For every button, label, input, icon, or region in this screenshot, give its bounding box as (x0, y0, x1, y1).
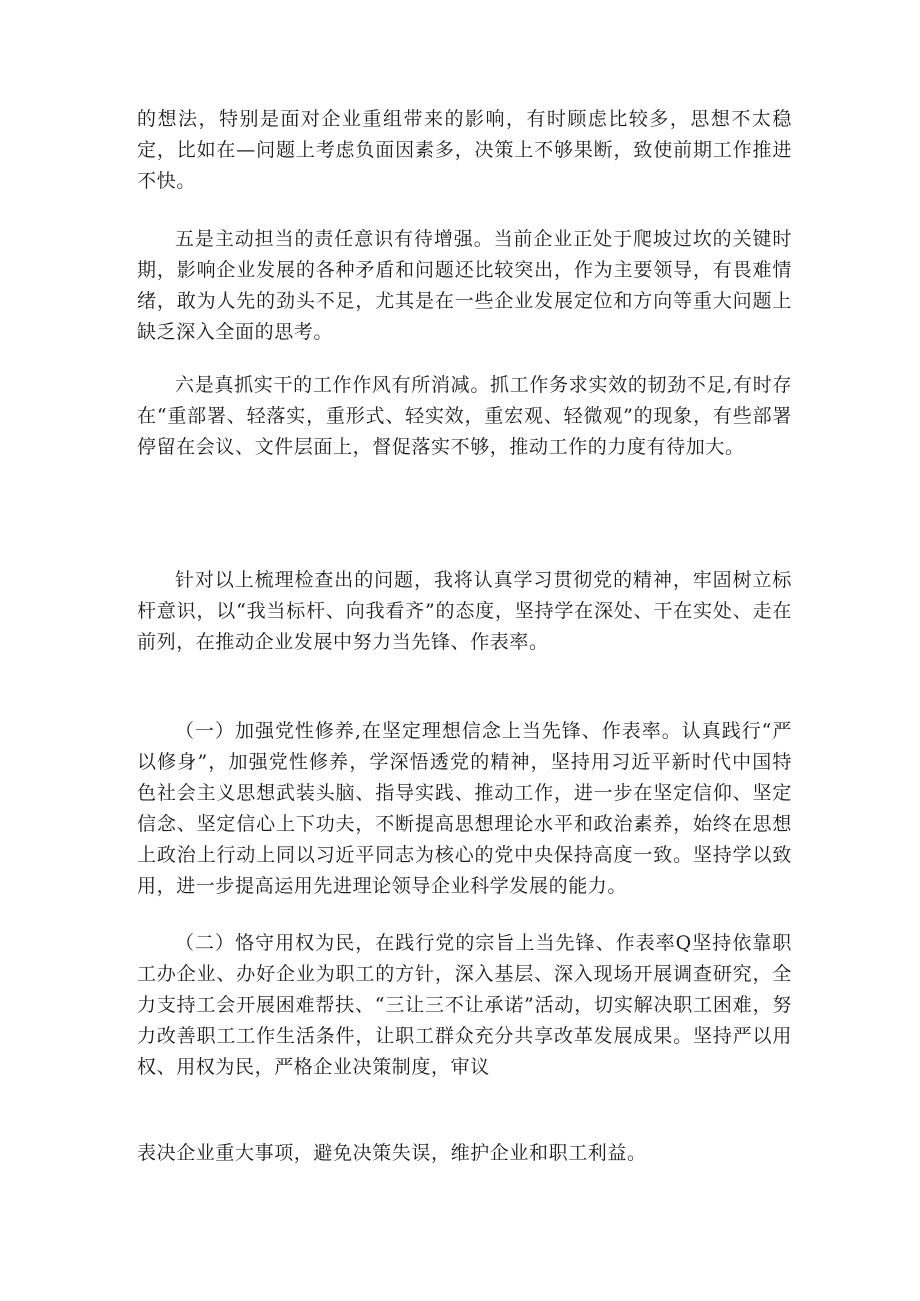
paragraph-point-six: 六是真抓实干的工作作风有所消减。抓工作务求实效的韧劲不足,有时存在“重部署、轻落实，重形式、轻实效，重宏观、轻微观”的现象，有些部署停留在会议、文件层面上，督促落实不够，推动工作的力度有待加大。 (137, 374, 792, 458)
paragraph-measure-two-continued: 表决企业重大事项，避免决策失误，维护企业和职工利益。 (137, 1142, 647, 1164)
paragraph-measure-one: （一）加强党性修养,在坚定理想信念上当先锋、作表率。认真践行“严以修身”，加强党性修养，学深悟透党的精神，坚持用习近平新时代中国特色社会主义思想武装头脑、指导实践、推动工作，进一步在坚定信仰、坚定信念、坚定信心上下功夫，不断提高思想理论水平和政治素养，始终在思想上政治上行动上同以习近平同志为核心的党中央保持高度一致。坚持学以致用，进一步提高运用先进理论领导企业科学发展的能力。 (137, 720, 792, 897)
paragraph-point-five: 五是主动担当的责任意识有待增强。当前企业正处于爬坡过坎的关键时期，影响企业发展的各种矛盾和问题还比较突出，作为主要领导，有畏难情绪，敢为人先的劲头不足，尤其是在一些企业发展定位和方向等重大问题上缺乏深入全面的思考。 (137, 228, 792, 343)
paragraph-rectification-intro: 针对以上梳理检查出的问题，我将认真学习贯彻党的精神，牢固树立标杆意识，以“我当标杆、向我看齐”的态度，坚持学在深处、干在实处、走在前列，在推动企业发展中努力当先锋、作表率。 (137, 569, 792, 653)
paragraph-measure-two: （二）恪守用权为民，在践行党的宗旨上当先锋、作表率Q坚持依靠职工办企业、办好企业为职工的方针，深入基层、深入现场开展调查研究，全力支持工会开展困难帮扶、“三让三不让承诺”活动，切实解决职工困难，努力改善职工工作生活条件，让职工群众充分共享改革发展成果。坚持严以用权、用权为民，严格企业决策制度，审议 (137, 932, 792, 1078)
paragraph-continued-thoughts: 的想法，特别是面对企业重组带来的影响，有时顾虑比较多，思想不太稳定，比如在—问题上考虑负面因素多，决策上不够果断，致使前期工作推进不快。 (137, 108, 792, 192)
